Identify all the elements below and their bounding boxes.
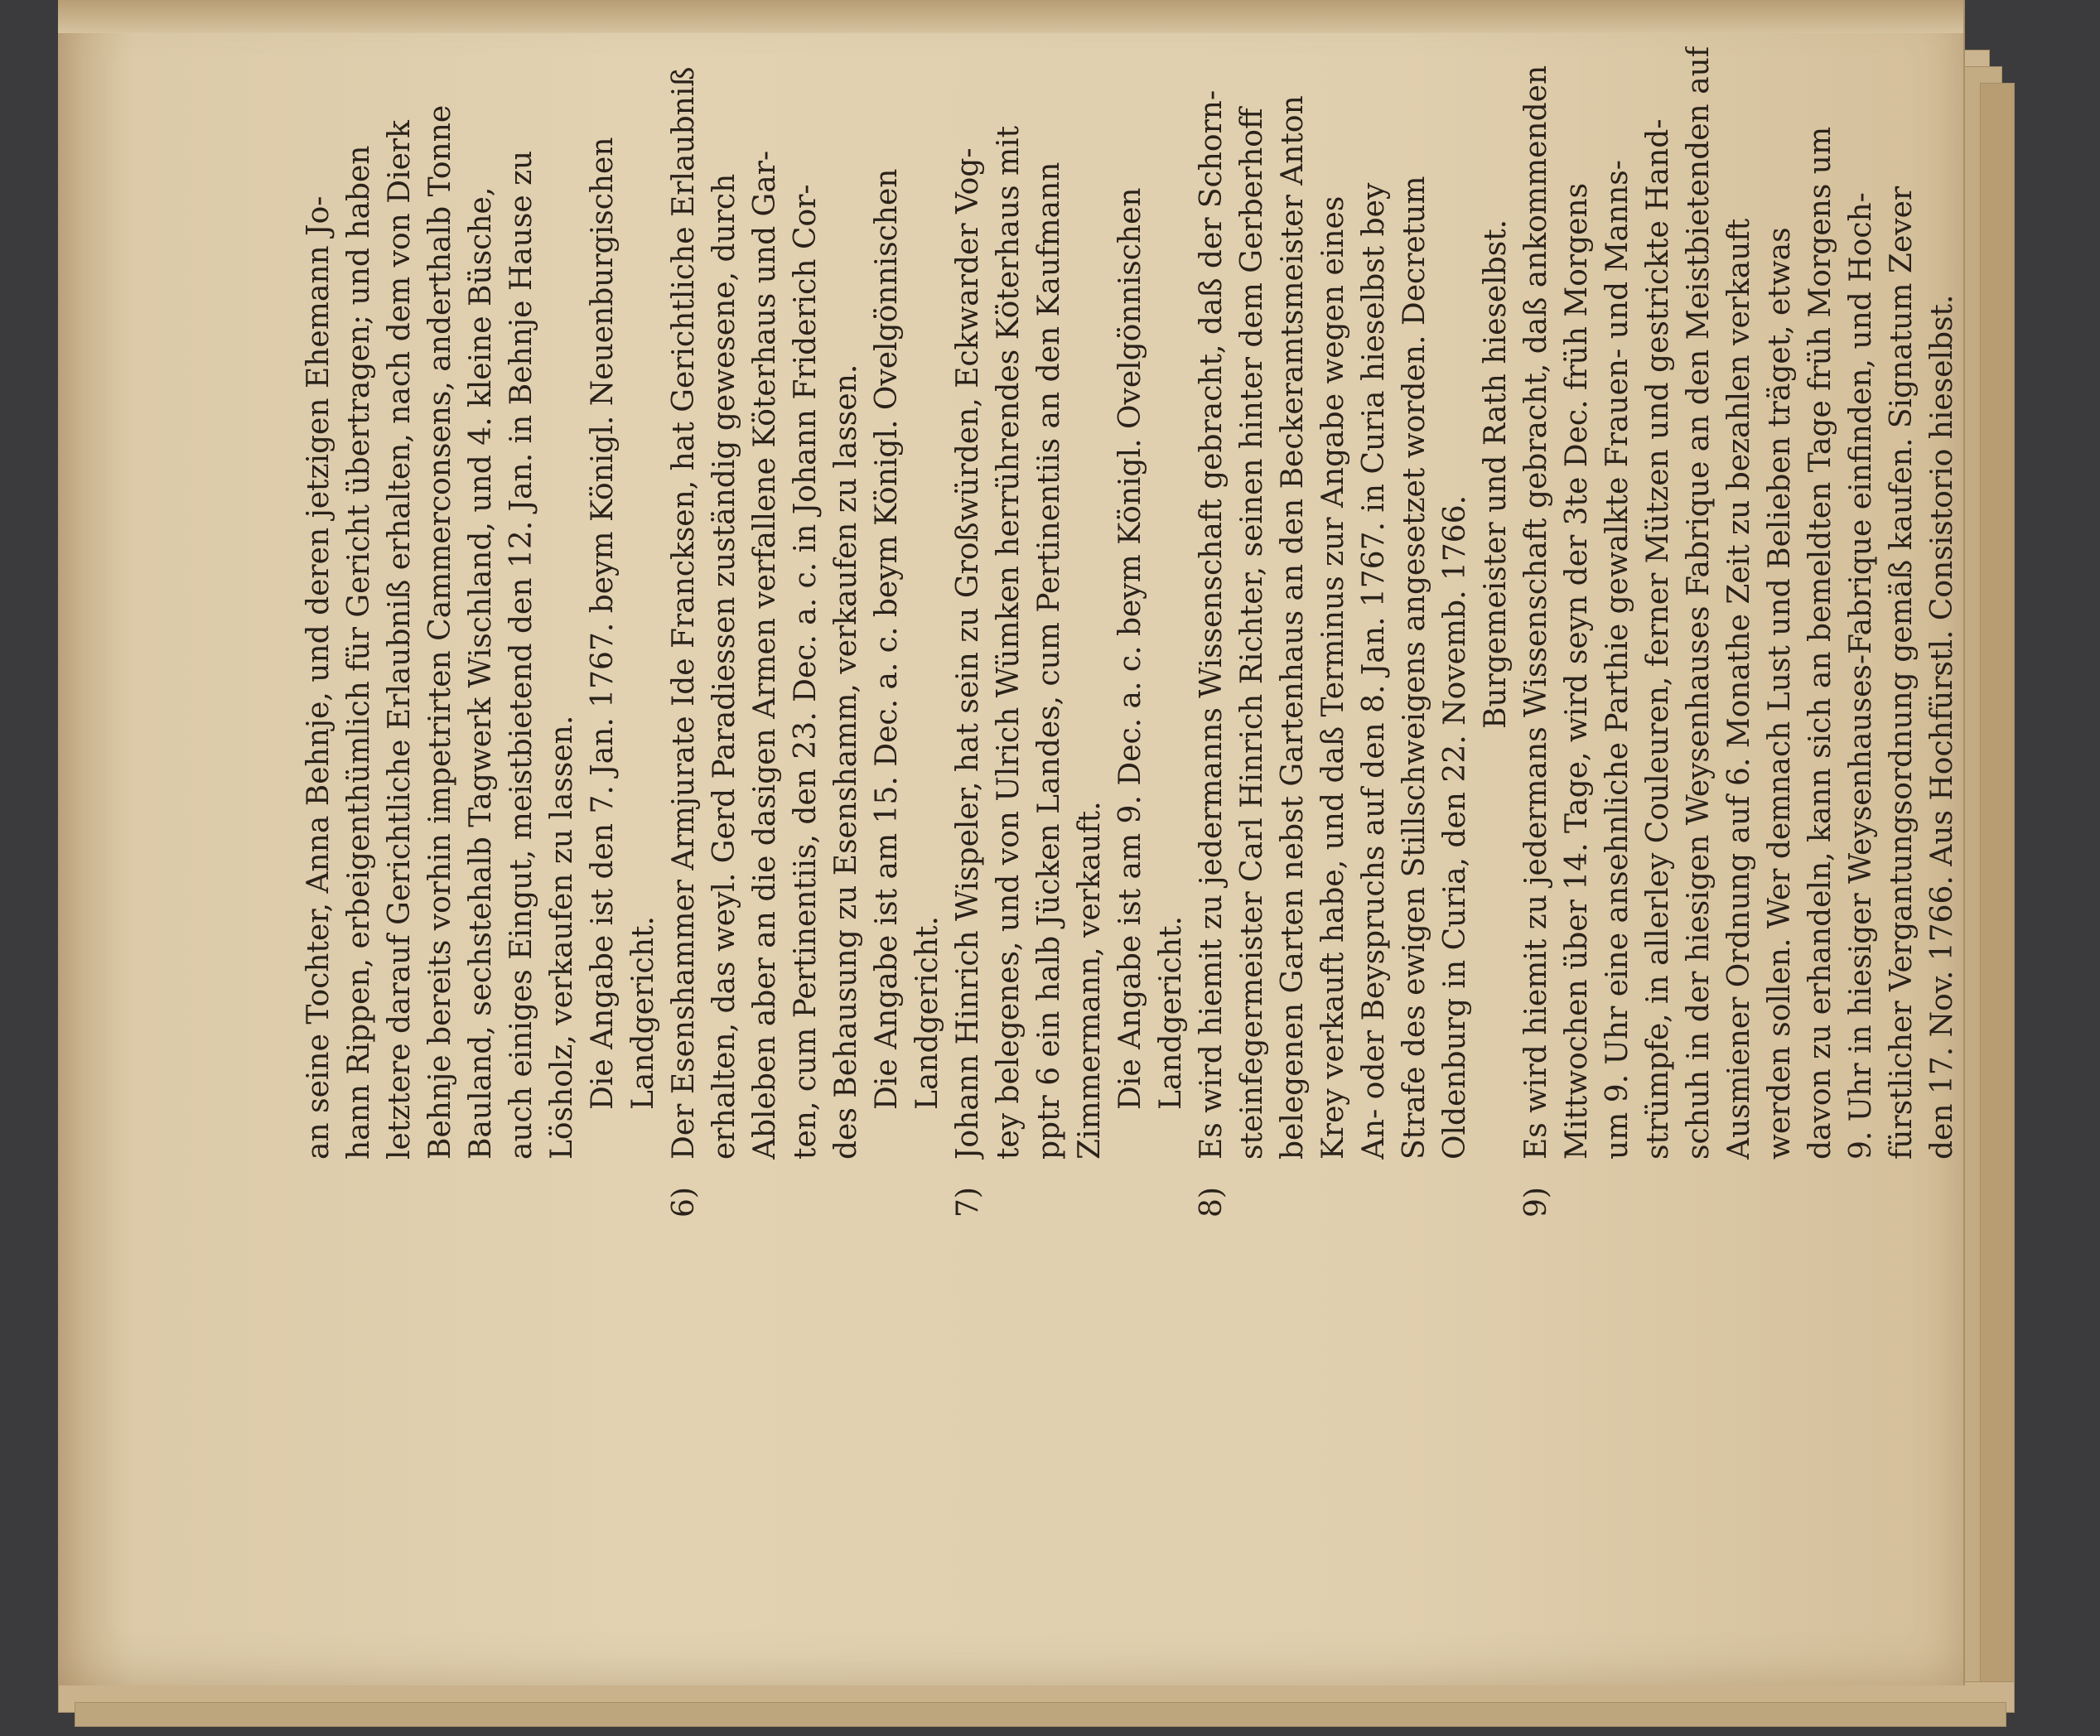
notice-number: 9) xyxy=(1519,1187,1553,1218)
open-book xyxy=(58,0,2054,1736)
text-line: letztere darauf Gerichtliche Erlaubniß erhalten, nach dem von Dierk xyxy=(383,120,417,1160)
text-line: Zimmermann, verkauft. xyxy=(1073,801,1107,1160)
text-line: steinfegermeister Carl Hinrich Richter, seinen hinter dem Gerberhoff xyxy=(1235,108,1269,1160)
text-line: an seine Tochter, Anna Behnje, und deren jetzigen Ehemann Jo- xyxy=(302,195,336,1160)
text-line: Landgericht. xyxy=(1154,916,1188,1110)
text-line: strümpfe, in allerley Couleuren, ferner Mützen und gestrickte Hand- xyxy=(1641,118,1675,1160)
text-line: Behnje bereits vorhin impetrirten Cammerconsens, anderthalb Tonne xyxy=(423,104,457,1160)
text-block xyxy=(298,46,1959,1218)
text-line: Burgemeister und Rath hieselbst. xyxy=(1479,219,1513,729)
notice-paragraph xyxy=(298,50,664,1218)
text-line: 9. Uhr in hiesiger Weysenhauses-Fabrique einfinden, und Hoch- xyxy=(1844,192,1878,1160)
text-line: ten, cum Pertinentiis, den 23. Dec. a. c. in Johann Friderich Cor- xyxy=(789,184,823,1160)
notice-number: 8) xyxy=(1195,1187,1229,1218)
text-line: hann Rippen, erbeigenthümlich für Gericht übertragen; und haben xyxy=(342,145,376,1160)
text-line: Es wird hiemit zu jedermanns Wissenschaft gebracht, daß der Schorn- xyxy=(1195,89,1229,1160)
text-line: pptr 6 ein halb Jücken Landes, cum Pertinentiis an den Kaufmann xyxy=(1032,162,1066,1160)
notice-paragraph xyxy=(1516,46,1962,1218)
previous-page-edge xyxy=(58,0,1963,33)
text-line: Johann Hinrich Wispeler, hat sein zu Großwürden, Eckwarder Vog- xyxy=(951,147,985,1160)
text-line: erhalten, das weyl. Gerd Paradiessen zuständig gewesene, durch xyxy=(707,173,741,1160)
text-line: Ausmiener Ordnung auf 6. Monathe Zeit zu bezahlen verkauft xyxy=(1722,218,1756,1160)
page-edge xyxy=(75,1702,2006,1727)
notice-number: 6) xyxy=(667,1187,701,1218)
text-line: werden sollen. Wer demnach Lust und Belieben träget, etwas xyxy=(1763,227,1797,1160)
page-edge xyxy=(1980,83,2015,1712)
text-line: Lösholz, verkaufen zu lassen. xyxy=(545,715,579,1160)
text-line: Die Angabe ist am 9. Dec. a. c. beym Königl. Ovelgönnischen xyxy=(1113,187,1147,1110)
page xyxy=(58,0,1965,1685)
text-line: Oldenburg in Curia, den 22. Novemb. 1766. xyxy=(1438,494,1472,1160)
text-line: An- oder Beyspruchs auf den 8. Jan. 1767. in Curia hieselbst bey xyxy=(1357,182,1391,1160)
text-line: Landgericht. xyxy=(910,916,944,1110)
notice-paragraph xyxy=(664,50,948,1218)
text-line: des Behausung zu Esenshamm, verkaufen zu lassen. xyxy=(829,364,863,1160)
text-line: den 17. Nov. 1766. Aus Hochfürstl. Consistorio hieselbst. xyxy=(1925,294,1959,1160)
text-line: tey belegenes, und von Ulrich Wümken herrührendes Köterhaus mit xyxy=(992,125,1026,1160)
text-line: Landgericht. xyxy=(626,916,660,1110)
text-line: Die Angabe ist am 15. Dec. a. c. beym Königl. Ovelgönnischen xyxy=(870,168,904,1110)
text-line: Mittwochen über 14. Tage, wird seyn der 3te Dec. früh Morgens xyxy=(1560,182,1594,1160)
text-line: Bauland, sechstehalb Tagwerk Wischland, und 4. kleine Büsche, xyxy=(464,186,498,1160)
text-line: belegenen Garten nebst Gartenhaus an den Beckeramtsmeister Anton xyxy=(1276,95,1310,1160)
text-line: Die Angabe ist den 7. Jan. 1767. beym Königl. Neuenburgischen xyxy=(586,137,620,1110)
notice-paragraph xyxy=(1191,50,1516,1218)
text-line: Der Esenshammer Armjurate Ide Francksen, hat Gerichtliche Erlaubniß xyxy=(667,66,701,1160)
text-line: Krey verkauft habe, und daß Terminus zur Angabe wegen eines xyxy=(1316,195,1350,1160)
text-line: Ableben aber an die dasigen Armen verfallene Köterhaus und Gar- xyxy=(748,150,782,1160)
text-line: auch einiges Eingut, meistbietend den 12. Jan. in Behnje Hause zu xyxy=(504,150,538,1160)
text-line: Es wird hiemit zu jedermans Wissenschaft gebracht, daß ankommenden xyxy=(1519,65,1553,1160)
notice-number xyxy=(298,1160,664,1218)
text-line: Strafe des ewigen Stillschweigens angesetzet worden. Decretum xyxy=(1398,176,1431,1160)
text-line: schuh in der hiesigen Weysenhauses Fabrique an den Meistbietenden auf xyxy=(1682,46,1716,1160)
text-line: davon zu erhandeln, kann sich an bemeldten Tage früh Morgens um xyxy=(1803,126,1837,1160)
text-line: fürstlicher Vergantungsordnung gemäß kaufen. Signatum Zever xyxy=(1885,186,1919,1160)
text-line: um 9. Uhr eine ansehnliche Parthie gewalkte Frauen- und Manns- xyxy=(1600,160,1634,1160)
notice-number: 7) xyxy=(951,1187,985,1218)
notice-paragraph xyxy=(948,50,1191,1218)
